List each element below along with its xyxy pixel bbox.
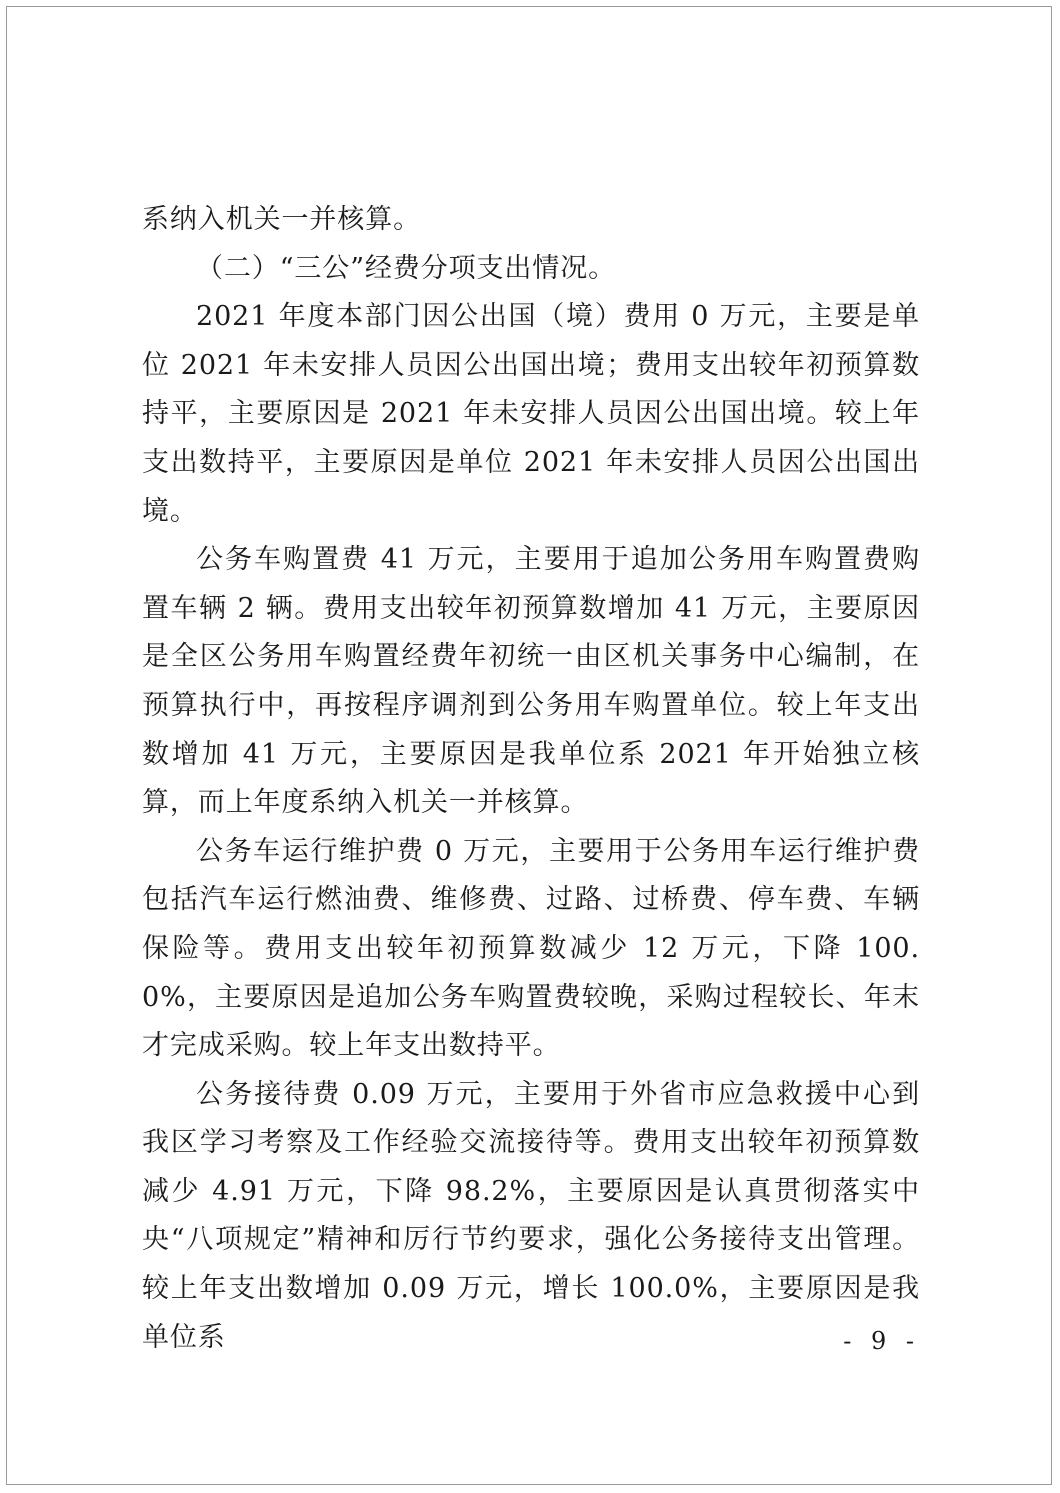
paragraph-overseas-travel: 2021 年度本部门因公出国（境）费用 0 万元，主要是单位 2021 年未安排人员因公出国出境；费用支出较年初预算数持平，主要原因是 2021 年未安排人员因公出国出境。较上年支出数持平，主要原因是单位 2021 年未安排人员因公出国出境。: [142, 301, 920, 527]
document-body: [142, 196, 920, 1362]
paragraph-vehicle-maintenance: 公务车运行维护费 0 万元，主要用于公务用车运行维护费包括汽车运行燃油费、维修费、过路、过桥费、停车费、车辆保险等。费用支出较年初预算数减少 12 万元，下降 100.0%，主要原因是追加公务车购置费较晚，采购过程较长、年末才完成采购。较上年支出数持平。: [142, 835, 920, 1062]
page-number: - 9 -: [843, 1327, 920, 1355]
section-heading: （二）“三公”经费分项支出情况。: [196, 252, 617, 284]
paragraph-continuation: 系纳入机关一并核算。: [142, 204, 421, 235]
paragraph-vehicle-purchase: 公务车购置费 41 万元，主要用于追加公务用车购置费购置车辆 2 辆。费用支出较年初预算数增加 41 万元，主要原因是全区公务用车购置经费年初统一由区机关事务中心编制，在预算执行中，再按程序调剂到公务用车购置单位。较上年支出数增加 41 万元，主要原因是我单位系 2021 年开始独立核算，而上年度系纳入机关一并核算。: [142, 544, 920, 819]
paragraph-reception: 公务接待费 0.09 万元，主要用于外省市应急救援中心到我区学习考察及工作经验交流接待等。费用支出较年初预算数减少 4.91 万元，下降 98.2%，主要原因是认真贯彻落实中央“八项规定”精神和厉行节约要求，强化公务接待支出管理。较上年支出数增加 0.09 万元，增长 100.0%，主要原因是我单位系: [142, 1078, 920, 1353]
